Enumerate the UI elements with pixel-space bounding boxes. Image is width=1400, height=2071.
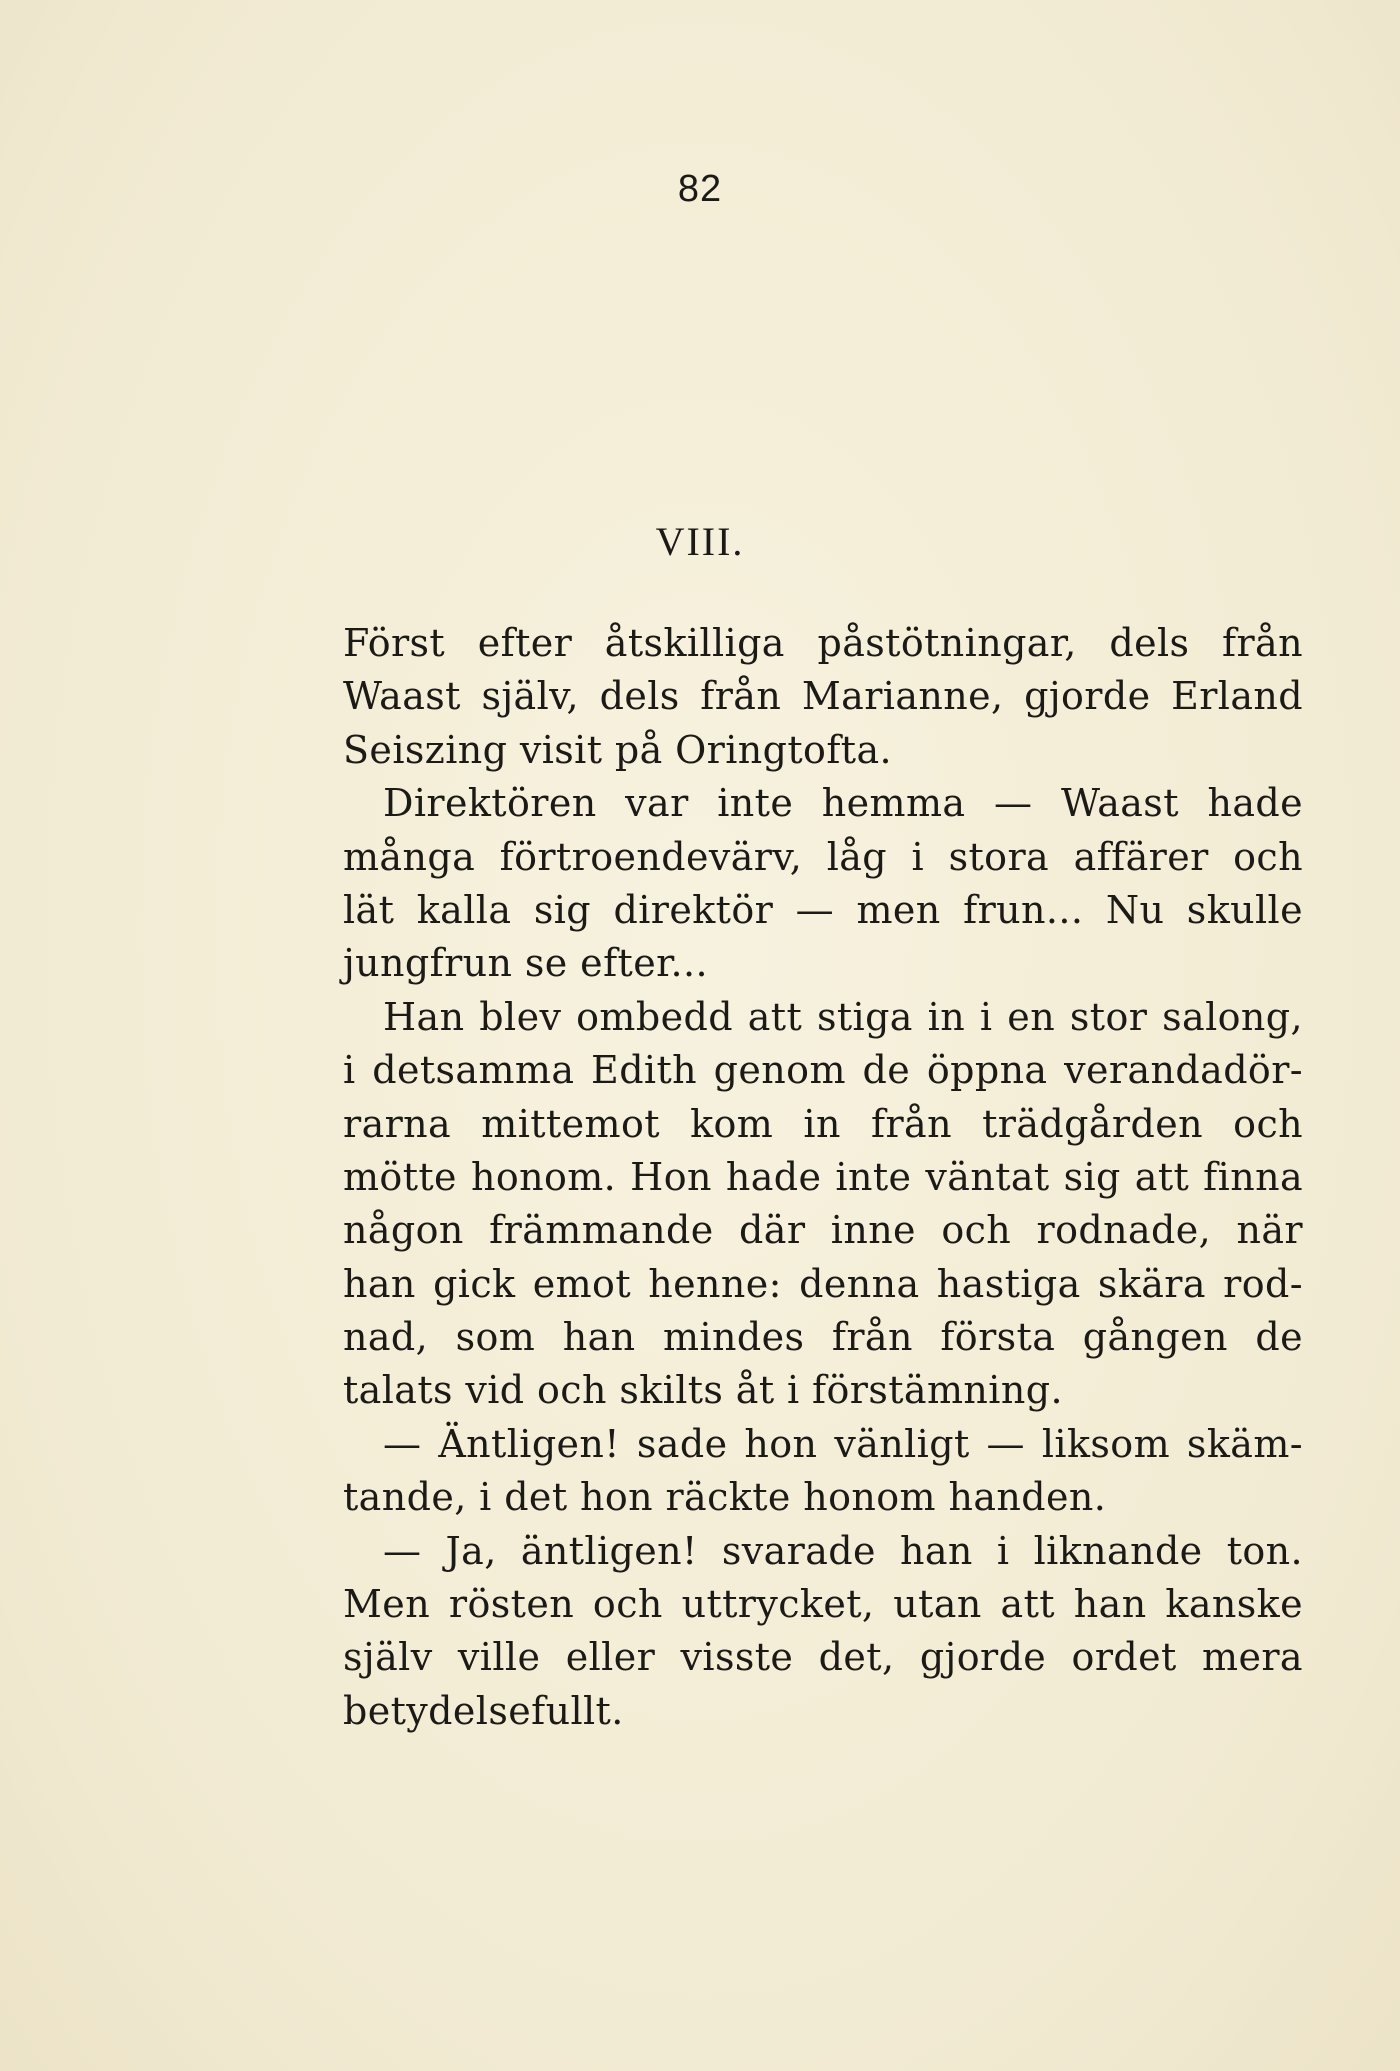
chapter-heading: VIII. [655, 519, 745, 564]
text-line: betydelsefullt. [343, 1688, 624, 1733]
text-line: — Äntligen! sade hon vänligt — liksom skäm- [383, 1421, 1303, 1466]
text-line: Seiszing visit på Oringtofta. [343, 727, 892, 772]
text-line: tande, i det hon räckte honom handen. [343, 1475, 1107, 1520]
text-line: — Ja, äntligen! svarade han i liknande ton. [383, 1528, 1303, 1573]
text-line: Waast själv, dels från Marianne, gjorde Erland [343, 674, 1303, 719]
text-line: talats vid och skilts åt i förstämning. [343, 1368, 1063, 1413]
text-line: Han blev ombedd att stiga in i en stor salong, [383, 994, 1303, 1039]
text-line: många förtroendevärv, låg i stora affärer och [343, 834, 1303, 879]
text-line: han gick emot henne: denna hastiga skära rod- [343, 1261, 1303, 1306]
text-line: Direktören var inte hemma — Waast hade [383, 781, 1303, 826]
text-line: jungfrun se efter... [343, 941, 708, 986]
text-line: själv ville eller visste det, gjorde ordet mera [343, 1635, 1303, 1680]
text-line: lät kalla sig direktör — men frun... Nu skulle [343, 887, 1303, 932]
text-line: i detsamma Edith genom de öppna verandadör- [343, 1048, 1303, 1093]
text-line: någon främmande där inne och rodnade, när [343, 1208, 1303, 1253]
text-line: rarna mittemot kom in från trädgården och [343, 1101, 1303, 1146]
text-line: nad, som han mindes från första gången de [343, 1315, 1303, 1360]
page-number: 82 [677, 168, 723, 210]
text-line: mötte honom. Hon hade inte väntat sig att finna [343, 1154, 1303, 1199]
text-line: Först efter åtskilliga påstötningar, dels från [343, 621, 1303, 665]
text-line: Men rösten och uttrycket, utan att han kanske [343, 1582, 1303, 1627]
body-text [343, 617, 1303, 1738]
